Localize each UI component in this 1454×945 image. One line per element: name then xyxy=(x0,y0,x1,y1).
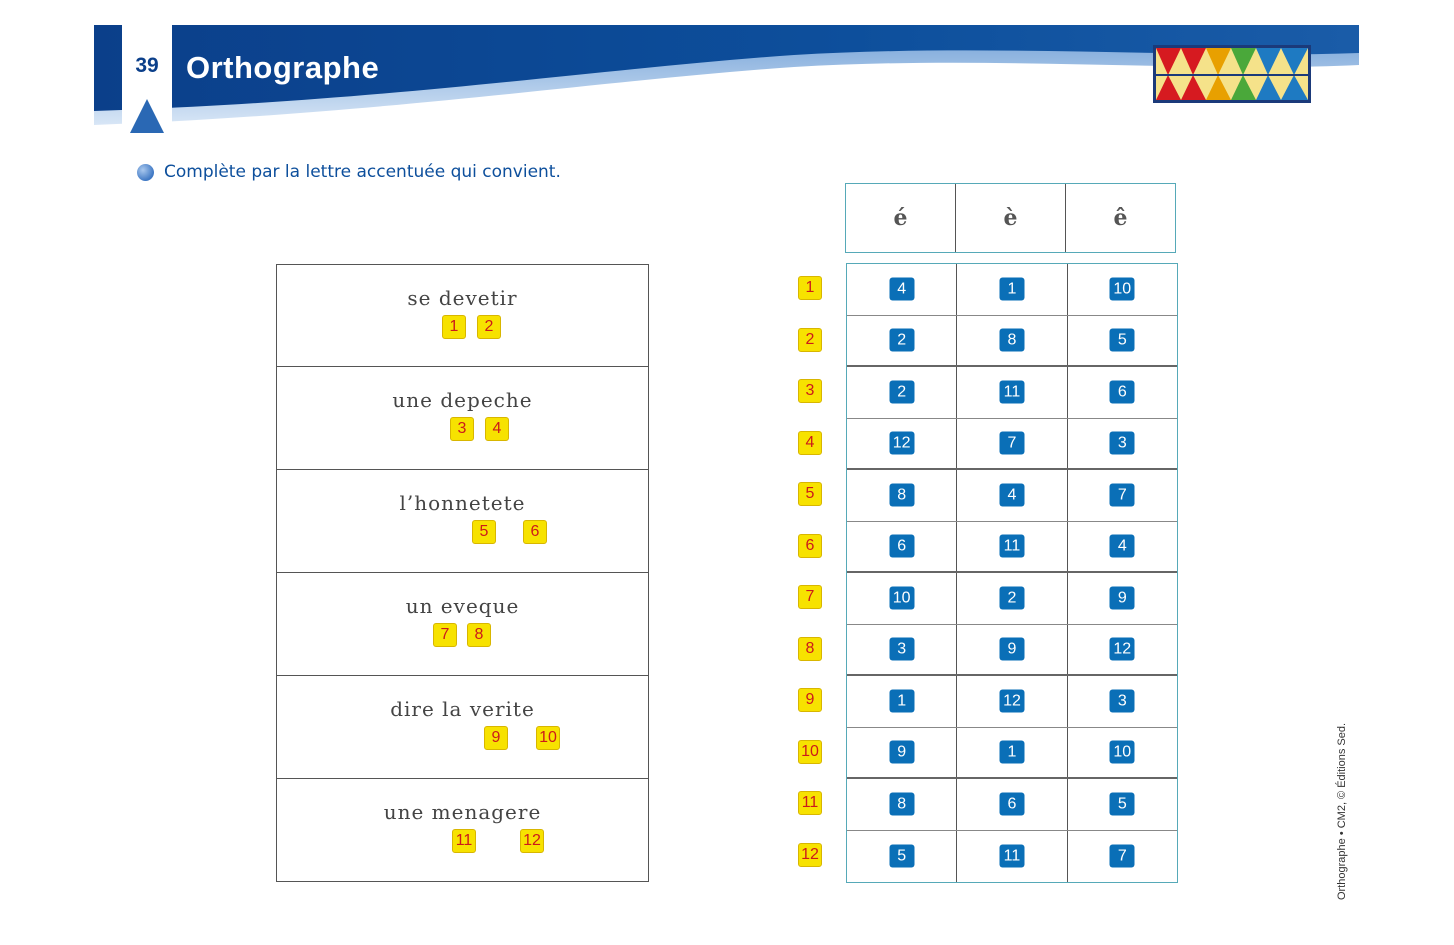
row-labels xyxy=(798,263,828,881)
word-text: l’honnetete xyxy=(399,491,526,515)
word-card xyxy=(276,779,649,882)
answer-tag[interactable]: 8 xyxy=(467,623,491,647)
grid-row xyxy=(847,367,1177,419)
row-label[interactable]: 2 xyxy=(798,328,822,352)
grid-row xyxy=(847,264,1177,316)
grid-row xyxy=(847,779,1177,831)
grid-row xyxy=(847,470,1177,522)
choice-tag[interactable]: 10 xyxy=(1110,278,1135,301)
choice-tag[interactable]: 7 xyxy=(1110,845,1135,868)
choice-tag[interactable]: 11 xyxy=(999,381,1024,404)
choice-tag[interactable]: 5 xyxy=(1110,793,1135,816)
choice-tag[interactable]: 6 xyxy=(999,793,1024,816)
row-label[interactable]: 8 xyxy=(798,637,822,661)
grid-row xyxy=(847,831,1177,883)
page-title: Orthographe xyxy=(186,50,380,85)
row-label[interactable]: 3 xyxy=(798,379,822,403)
word-text: une depeche xyxy=(392,388,533,412)
choice-tag[interactable]: 2 xyxy=(999,587,1024,610)
word-card xyxy=(276,676,649,779)
answer-tag[interactable]: 1 xyxy=(442,315,466,339)
choice-tag[interactable]: 3 xyxy=(889,638,914,661)
word-card xyxy=(276,367,649,470)
choice-tag[interactable]: 4 xyxy=(889,278,914,301)
choice-tag[interactable]: 7 xyxy=(1110,484,1135,507)
answer-tag[interactable]: 6 xyxy=(523,520,547,544)
choice-tag[interactable]: 10 xyxy=(889,587,914,610)
row-label[interactable]: 4 xyxy=(798,431,822,455)
row-label[interactable]: 11 xyxy=(798,791,822,815)
accent-header xyxy=(845,183,1176,253)
answer-tag[interactable]: 7 xyxy=(433,623,457,647)
choice-tag[interactable]: 1 xyxy=(999,741,1024,764)
choice-tag[interactable]: 1 xyxy=(999,278,1024,301)
row-label[interactable]: 6 xyxy=(798,534,822,558)
choice-tag[interactable]: 5 xyxy=(1110,329,1135,352)
choice-tag[interactable]: 8 xyxy=(889,793,914,816)
choice-tag[interactable]: 7 xyxy=(999,432,1024,455)
logo-icon xyxy=(1153,45,1311,103)
answer-tag[interactable]: 10 xyxy=(536,726,560,750)
row-label[interactable]: 9 xyxy=(798,688,822,712)
choice-tag[interactable]: 3 xyxy=(1110,432,1135,455)
accent-e-acute: é xyxy=(846,184,956,252)
answer-tag[interactable]: 2 xyxy=(477,315,501,339)
choice-tag[interactable]: 3 xyxy=(1110,690,1135,713)
grid-row xyxy=(847,316,1177,368)
answer-grid xyxy=(846,263,1178,883)
answer-tag[interactable]: 9 xyxy=(484,726,508,750)
answer-tag[interactable]: 12 xyxy=(520,829,544,853)
word-text: un eveque xyxy=(405,594,520,618)
choice-tag[interactable]: 9 xyxy=(889,741,914,764)
row-label[interactable]: 12 xyxy=(798,843,822,867)
row-label[interactable]: 7 xyxy=(798,585,822,609)
choice-tag[interactable]: 12 xyxy=(1110,638,1135,661)
grid-row xyxy=(847,522,1177,574)
answer-tag[interactable]: 4 xyxy=(485,417,509,441)
row-label[interactable]: 10 xyxy=(798,740,822,764)
word-card xyxy=(276,573,649,676)
choice-tag[interactable]: 9 xyxy=(999,638,1024,661)
bullet-icon xyxy=(137,164,154,181)
accent-e-circumflex: ê xyxy=(1113,205,1128,231)
instruction-text: Complète par la lettre accentuée qui convient. xyxy=(164,162,561,182)
copyright-notice: Orthographe • CM2, © Éditions Sed. xyxy=(1336,722,1348,900)
word-text: dire la verite xyxy=(390,697,535,721)
choice-tag[interactable]: 6 xyxy=(889,535,914,558)
choice-tag[interactable]: 9 xyxy=(1110,587,1135,610)
instruction xyxy=(137,162,561,182)
choice-tag[interactable]: 11 xyxy=(999,535,1024,558)
triangle-icon xyxy=(128,97,166,135)
choice-tag[interactable]: 8 xyxy=(889,484,914,507)
choice-tag[interactable]: 6 xyxy=(1110,381,1135,404)
answer-tag[interactable]: 3 xyxy=(450,417,474,441)
grid-row xyxy=(847,573,1177,625)
grid-row xyxy=(847,419,1177,471)
choice-tag[interactable]: 10 xyxy=(1110,741,1135,764)
word-card xyxy=(276,264,649,367)
page-number: 39 xyxy=(135,54,159,77)
grid-row xyxy=(847,728,1177,780)
choice-tag[interactable]: 12 xyxy=(889,432,914,455)
choice-tag[interactable]: 4 xyxy=(999,484,1024,507)
choice-tag[interactable]: 2 xyxy=(889,329,914,352)
choice-tag[interactable]: 5 xyxy=(889,845,914,868)
word-text: une menagere xyxy=(383,800,542,824)
answer-tag[interactable]: 5 xyxy=(472,520,496,544)
choice-tag[interactable]: 12 xyxy=(999,690,1024,713)
page-number-tab xyxy=(122,25,172,137)
grid-row xyxy=(847,625,1177,677)
choice-tag[interactable]: 11 xyxy=(999,845,1024,868)
choice-tag[interactable]: 4 xyxy=(1110,535,1135,558)
choice-tag[interactable]: 2 xyxy=(889,381,914,404)
choice-tag[interactable]: 8 xyxy=(999,329,1024,352)
word-card xyxy=(276,470,649,573)
word-text: se devetir xyxy=(407,286,518,310)
grid-row xyxy=(847,676,1177,728)
accent-e-grave: è xyxy=(956,184,1066,252)
row-label[interactable]: 1 xyxy=(798,276,822,300)
choice-tag[interactable]: 1 xyxy=(889,690,914,713)
answer-tag[interactable]: 11 xyxy=(452,829,476,853)
row-label[interactable]: 5 xyxy=(798,482,822,506)
word-cards xyxy=(276,264,649,882)
